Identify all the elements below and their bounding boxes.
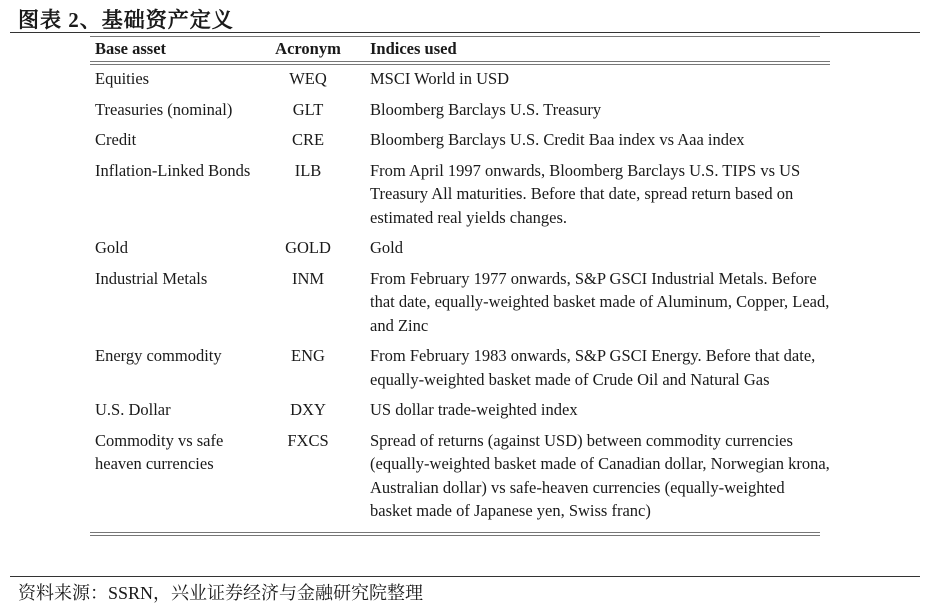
cell-indices-used: Bloomberg Barclays U.S. Treasury [370,99,602,119]
table-row [80,265,830,343]
table-row [80,342,830,396]
cell-base-asset: Equities [95,69,150,88]
table-bottom-rule [90,532,820,536]
cell-base-asset: Gold [95,238,128,257]
table-row [80,396,830,427]
cell-acronym: INM [291,268,325,288]
header-indices-used: Indices used [370,39,457,58]
cell-base-asset: U.S. Dollar [95,400,171,419]
table-row [80,65,830,96]
cell-indices-used: US dollar trade-weighted index [370,400,578,419]
table-row [80,427,830,528]
header-row [80,37,830,61]
base-asset-table [80,37,830,528]
source-note: 资料来源：SSRN，兴业证券经济与金融研究院整理 [18,583,424,603]
cell-acronym: ENG [291,346,325,365]
cell-indices-used: From April 1997 onwards, Bloomberg Barclays U.S. TIPS vs US Treasury All maturities. Before that date, spread return based on estimated real yields changes. [370,160,801,227]
cell-acronym: WEQ [289,69,327,88]
cell-indices-used: Spread of returns (against USD) between commodity currencies (equally-weighted basket made of Canadian dollar, Norwegian krona, Australian dollar) vs safe-heaven currencies (equally-weighted basket made of Japanese yen, Swiss franc) [370,430,830,520]
cell-base-asset: Industrial Metals [95,268,208,288]
cell-acronym: GLT [292,99,324,119]
cell-acronym: FXCS [287,430,329,450]
table-row [80,157,830,235]
cell-acronym: ILB [294,160,322,180]
cell-indices-used: From February 1977 onwards, S&P GSCI Industrial Metals. Before that date, equally-weighted basket made of Aluminum, Copper, Lead, and Zinc [370,268,830,335]
cell-indices-used: Bloomberg Barclays U.S. Credit Baa index vs Aaa index [370,130,745,149]
header-base-asset: Base asset [95,39,167,58]
cell-acronym: DXY [290,400,326,419]
table-area [80,36,830,536]
cell-acronym: CRE [291,130,325,149]
cell-indices-used: From February 1983 onwards, S&P GSCI Energy. Before that date, equally-weighted basket made of Crude Oil and Natural Gas [370,346,816,389]
cell-acronym: GOLD [285,238,331,257]
top-rule [10,32,920,33]
cell-indices-used: MSCI World in USD [370,69,510,88]
cell-base-asset: Inflation-Linked Bonds [95,160,251,180]
cell-base-asset: Credit [95,130,137,149]
cell-base-asset: Treasuries (nominal) [95,99,233,119]
header-acronym: Acronym [275,39,341,58]
table-row [80,126,830,157]
figure-title: 图表 2、基础资产定义 [18,8,234,32]
cell-base-asset: Commodity vs safe heaven currencies [95,430,224,473]
table-row [80,234,830,265]
bottom-rule [10,576,920,577]
table-row [80,96,830,127]
cell-base-asset: Energy commodity [95,346,222,365]
cell-indices-used: Gold [370,238,403,257]
